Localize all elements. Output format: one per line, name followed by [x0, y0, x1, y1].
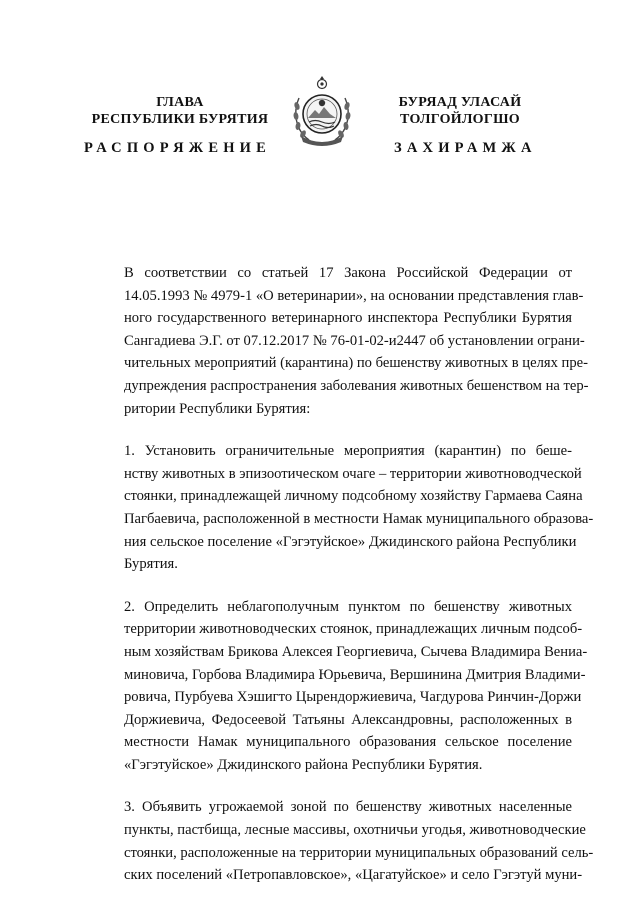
header-left-line1: ГЛАВА	[156, 95, 204, 110]
text-line: территории животноводческих стоянок, принадлежащих личным подсоб-	[124, 621, 583, 638]
header-right-line2: ТОЛГОЙЛОГШО	[400, 112, 520, 127]
doc-type-left: РАСПОРЯЖЕНИЕ	[84, 140, 272, 156]
paragraph-item-2	[86, 596, 588, 777]
text-line: пункты, пастбища, лесные массивы, охотничьи угодья, животноводческие	[124, 822, 586, 839]
text-line: ских поселений «Петропавловское», «Цагатуйское» и село Гэгэтуй муни-	[124, 867, 583, 884]
text-line: В соответствии со статьей 17 Закона Российской Федерации от	[124, 265, 572, 281]
text-line: чительных мероприятий (карантина) по бешенству животных в целях пре-	[124, 355, 588, 372]
text-line: ного государственного ветеринарного инспектора Республики Бурятия	[124, 310, 572, 327]
paragraph-item-1	[86, 440, 594, 576]
paragraph-item-3	[86, 796, 594, 886]
doc-type-right: ЗАХИРАМЖА	[394, 140, 537, 156]
text-line: стоянки, принадлежащей личному подсобному хозяйству Гармаева Саяна	[124, 488, 583, 505]
text-line: местности Намак муниципального образования сельское поселение	[124, 734, 572, 751]
text-line: стоянки, расположенные на территории муниципальных образований сель-	[124, 844, 594, 861]
header-left-line2: РЕСПУБЛИКИ БУРЯТИЯ	[91, 112, 269, 127]
text-line: Доржиевича, Федосеевой Татьяны Александровны, расположенных в	[124, 711, 572, 728]
text-line: ния сельское поселение «Гэгэтуйское» Джидинского района Республики	[124, 533, 577, 550]
text-line: ритории Республики Бурятия:	[124, 400, 311, 417]
paragraph-preamble	[86, 262, 589, 420]
text-line: 2. Определить неблагополучным пунктом по бешенству животных	[124, 598, 572, 615]
text-line: 3. Объявить угрожаемой зоной по бешенству животных населенные	[124, 799, 572, 816]
text-line: ным хозяйствам Брикова Алексея Георгиевича, Сычева Владимира Вениа-	[124, 643, 588, 660]
text-line: ровича, Пурбуева Хэшигто Цырендоржиевича, Чагдурова Ринчин-Доржи	[124, 689, 582, 706]
text-line: 14.05.1993 № 4979-1 «О ветеринарии», на основании представления глав-	[124, 287, 584, 304]
text-line: Сангадиева Э.Г. от 07.12.2017 № 76-01-02-и2447 об установлении ограни-	[124, 332, 585, 349]
text-line: Бурятия.	[124, 556, 178, 573]
header-right-title	[360, 94, 560, 128]
header-right-line1: БУРЯАД УЛАСАЙ	[398, 95, 522, 110]
text-line: «Гэгэтуйское» Джидинского района Республики Бурятия.	[124, 756, 483, 773]
text-line: Пагбаевича, расположенной в местности Намак муниципального образова-	[124, 510, 594, 527]
text-line: дупреждения распространения заболевания животных бешенством на тер-	[124, 377, 589, 394]
text-line: нству животных в эпизоотическом очаге – территории животноводческой	[124, 465, 582, 482]
document-body	[86, 262, 594, 907]
text-line: миновича, Горбова Владимира Юрьевича, Вершинина Дмитрия Владими-	[124, 666, 586, 683]
text-line: 1. Установить ограничительные мероприятия (карантин) по беше-	[124, 443, 572, 460]
coat-of-arms-icon	[291, 76, 353, 148]
header-left-title	[70, 94, 290, 128]
